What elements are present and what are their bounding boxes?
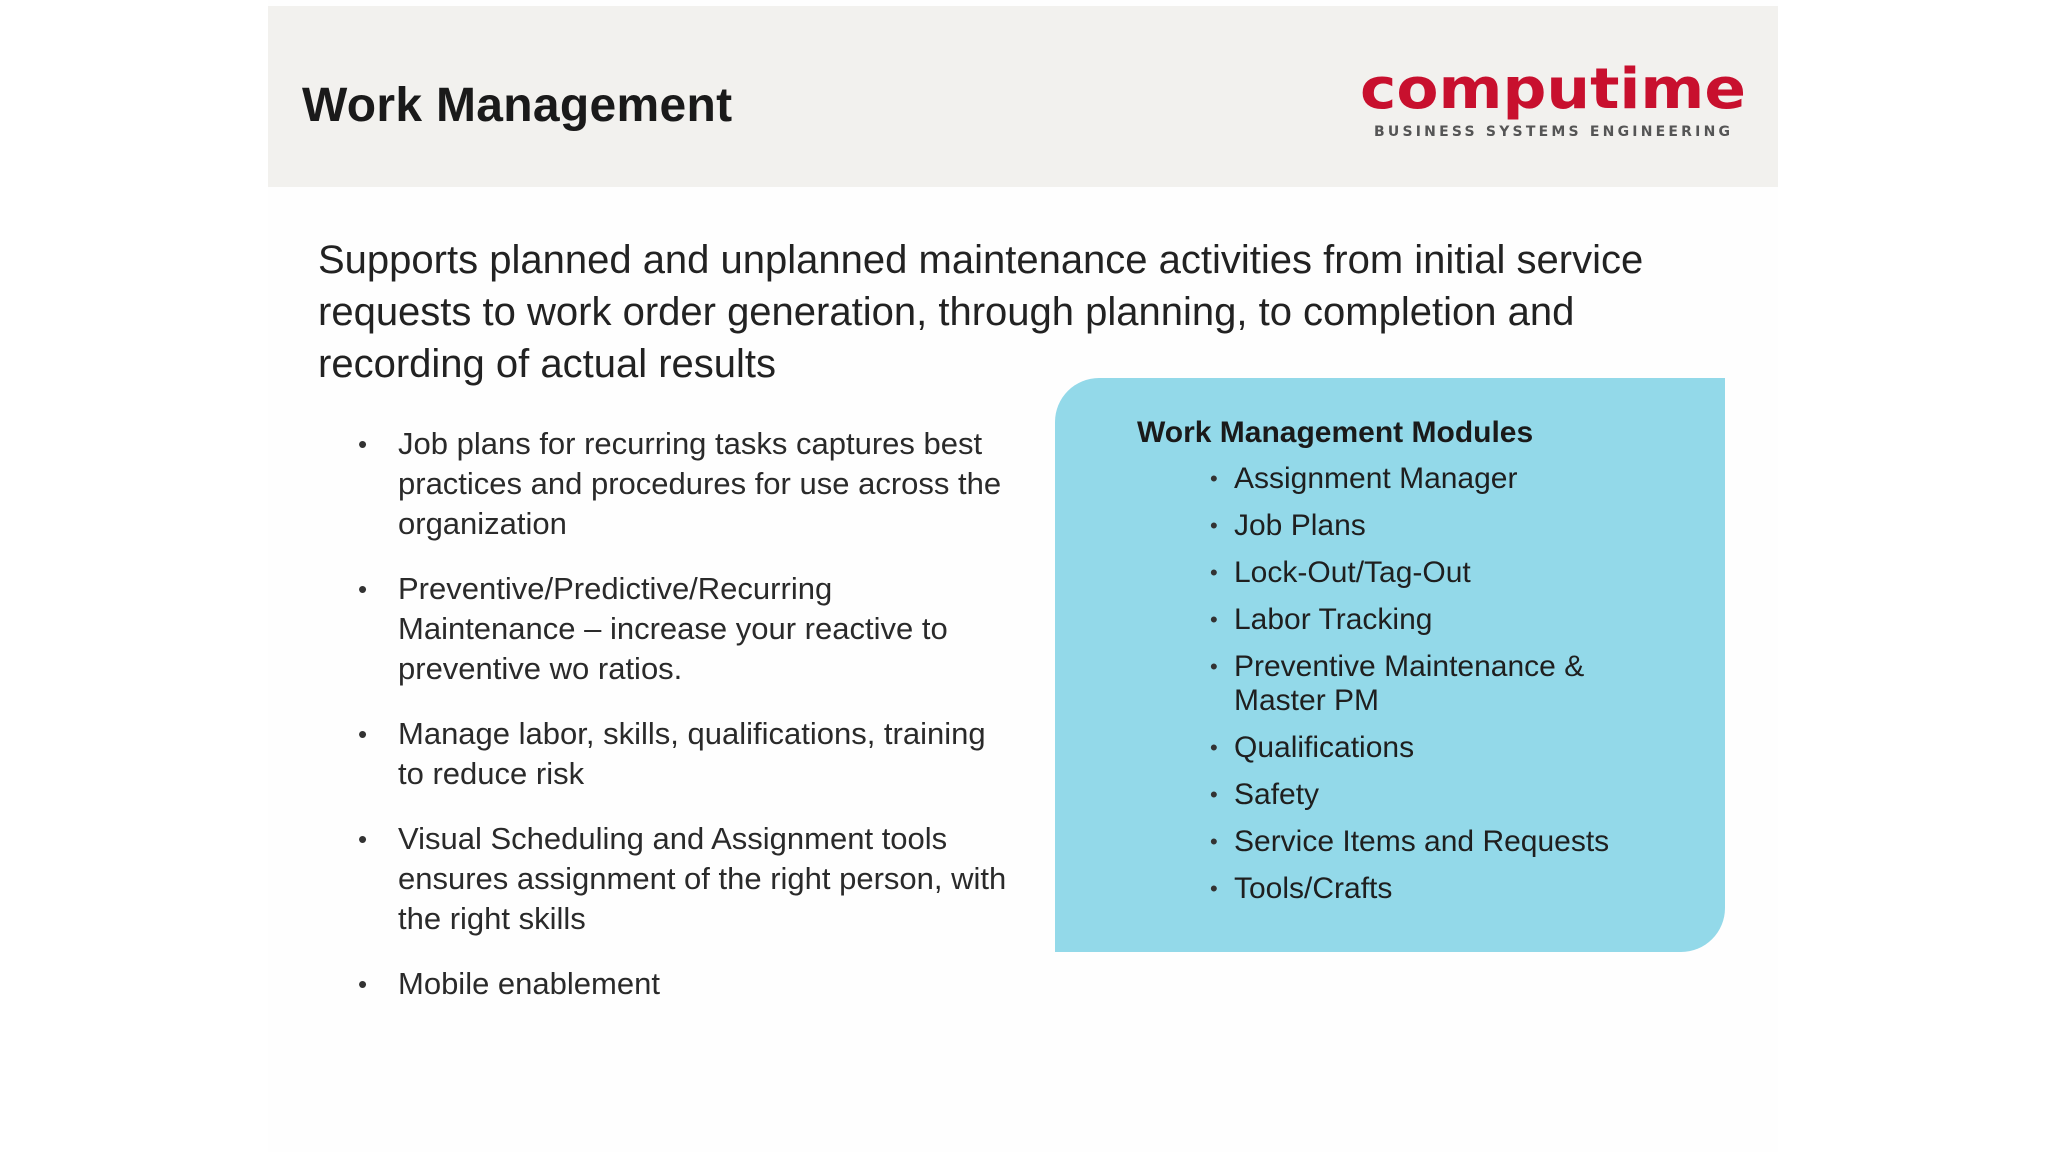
- slide: [268, 0, 1778, 1152]
- modules-panel: [1055, 378, 1725, 952]
- page-title: Work Management: [302, 79, 733, 132]
- module-item: [1210, 509, 1680, 543]
- module-item: [1210, 872, 1680, 906]
- feature-list-item: [358, 569, 1018, 689]
- bullet-icon: •: [1210, 654, 1218, 679]
- module-label: Preventive Maintenance & Master PM: [1234, 650, 1585, 717]
- feature-text: Mobile enablement: [398, 966, 660, 1001]
- module-item: [1210, 462, 1680, 496]
- logo-brand-text: computime: [1360, 58, 1746, 122]
- feature-list-item: [358, 964, 1018, 1004]
- slide-header: [268, 6, 1778, 187]
- intro-paragraph: Supports planned and unplanned maintenance activities from initial service requests to work order generation, through planning, to completion and recording of actual results: [318, 238, 1644, 386]
- feature-text: Visual Scheduling and Assignment tools ensures assignment of the right person, with the right skills: [398, 821, 1007, 936]
- bullet-icon: •: [358, 719, 368, 749]
- bullet-icon: •: [358, 429, 368, 459]
- feature-text: Manage labor, skills, qualifications, training to reduce risk: [398, 716, 986, 791]
- feature-text: Preventive/Predictive/Recurring Maintenance – increase your reactive to preventive wo ratios.: [398, 571, 948, 686]
- bullet-icon: •: [1210, 607, 1218, 632]
- module-item: [1210, 650, 1680, 718]
- bullet-icon: •: [358, 574, 368, 604]
- modules-title: Work Management Modules: [1137, 416, 1534, 449]
- module-label: Qualifications: [1234, 731, 1415, 764]
- module-label: Tools/Crafts: [1234, 872, 1393, 905]
- feature-text: Job plans for recurring tasks captures best practices and procedures for use across the organization: [398, 426, 1002, 541]
- modules-list: [1210, 462, 1680, 919]
- computime-logo: [1358, 58, 1748, 148]
- module-label: Labor Tracking: [1234, 603, 1433, 636]
- bullet-icon: •: [1210, 466, 1218, 491]
- feature-list-item: [358, 714, 1018, 794]
- bullet-icon: •: [1210, 735, 1218, 760]
- module-item: [1210, 731, 1680, 765]
- module-label: Lock-Out/Tag-Out: [1234, 556, 1471, 589]
- feature-list-item: [358, 424, 1018, 544]
- module-item: [1210, 603, 1680, 637]
- logo-tagline: BUSINESS SYSTEMS ENGINEERING: [1374, 124, 1730, 140]
- module-label: Assignment Manager: [1234, 462, 1518, 495]
- bullet-icon: •: [1210, 513, 1218, 538]
- feature-list-item: [358, 819, 1018, 939]
- module-label: Safety: [1234, 778, 1320, 811]
- module-item: [1210, 556, 1680, 590]
- bullet-icon: •: [1210, 876, 1218, 901]
- bullet-icon: •: [1210, 829, 1218, 854]
- module-label: Service Items and Requests: [1234, 825, 1610, 858]
- feature-list: [358, 424, 1018, 1029]
- module-item: [1210, 825, 1680, 859]
- bullet-icon: •: [1210, 782, 1218, 807]
- bullet-icon: •: [358, 969, 368, 999]
- bullet-icon: •: [358, 824, 368, 854]
- bullet-icon: •: [1210, 560, 1218, 585]
- module-label: Job Plans: [1234, 509, 1366, 542]
- module-item: [1210, 778, 1680, 812]
